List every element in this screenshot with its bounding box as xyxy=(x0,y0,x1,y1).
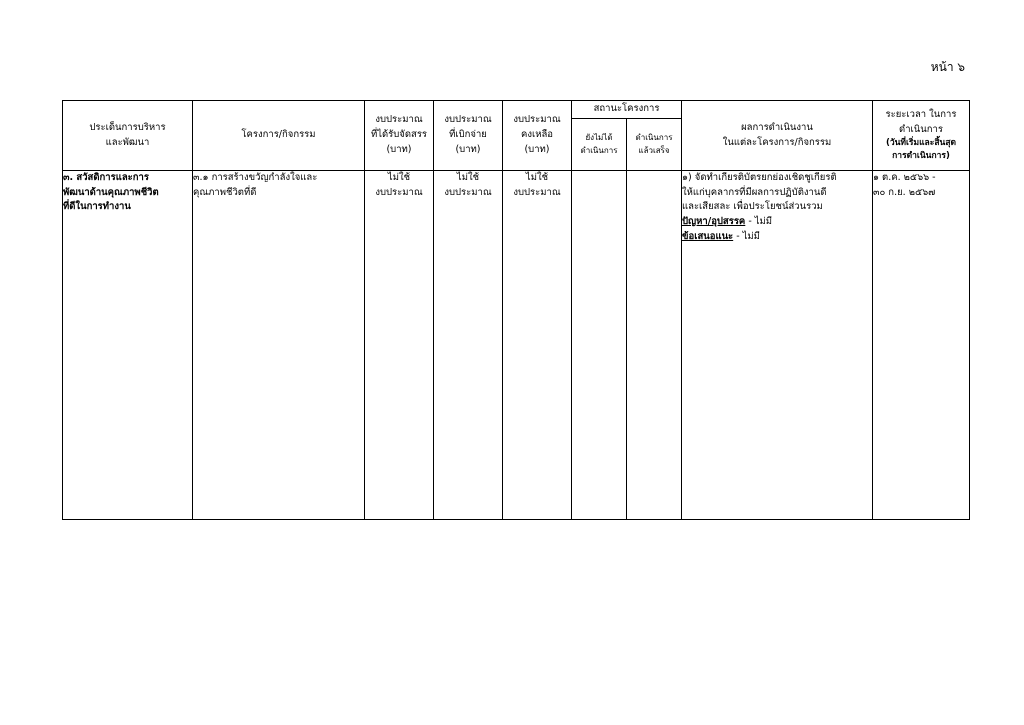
table-row xyxy=(63,171,970,520)
header-budget-spent: งบประมาณ ที่เบิกจ่าย (บาท) xyxy=(434,101,503,171)
header-budget-allocated: งบประมาณ ที่ได้รับจัดสรร (บาท) xyxy=(365,101,434,171)
header-project: โครงการ/กิจกรรม xyxy=(193,101,365,171)
project-report-table xyxy=(62,100,970,520)
header-status-completed: ดำเนินการ แล้วเสร็จ xyxy=(627,119,682,171)
page-number: หน้า ๖ xyxy=(930,60,965,74)
header-issue: ประเด็นการบริหาร และพัฒนา xyxy=(63,101,193,171)
header-budget-remaining: งบประมาณ คงเหลือ (บาท) xyxy=(503,101,572,171)
issue-cell: ๓. สวัสดิการและการ พัฒนาด้านคุณภาพชีวิต ที่ดีในการทำงาน xyxy=(63,171,193,520)
status-not-started-cell xyxy=(572,171,627,520)
problem-line xyxy=(682,215,872,230)
results-cell: ๑) จัดทำเกียรติบัตรยกย่องเชิดชูเกียรติ ให้แก่บุคลากรที่มีผลการปฏิบัติงานดี และเสียสละ เพื่อประโยชน์ส่วนรวม ปัญหา/อุปสรรค - ไม่มี ข้อเสนอแนะ - ไม่มี xyxy=(682,171,873,520)
status-completed-cell xyxy=(627,171,682,520)
project-cell: ๓.๑ การสร้างขวัญกำลังใจและ คุณภาพชีวิตที่ดี xyxy=(193,171,365,520)
budget-spent-cell: ไม่ใช้ งบประมาณ xyxy=(434,171,503,520)
header-row xyxy=(63,101,970,119)
budget-remaining-cell: ไม่ใช้ งบประมาณ xyxy=(503,171,572,520)
header-results: ผลการดำเนินงาน ในแต่ละโครงการ/กิจกรรม xyxy=(682,101,873,171)
problem-label: ปัญหา/อุปสรรค xyxy=(682,216,746,228)
header-status-not-started: ยังไม่ได้ ดำเนินการ xyxy=(572,119,627,171)
header-period: ระยะเวลา ในการ ดำเนินการ (วันที่เริ่มและสิ้นสุด การดำเนินการ) xyxy=(873,101,970,171)
header-status-group: สถานะโครงการ xyxy=(572,101,682,119)
period-cell: ๑ ต.ค. ๒๕๖๖ - ๓๐ ก.ย. ๒๕๖๗ xyxy=(873,171,970,520)
suggestion-label: ข้อเสนอแนะ xyxy=(682,230,734,242)
suggestion-line xyxy=(682,230,872,245)
suggestion-value: - ไม่มี xyxy=(733,230,760,242)
problem-value: - ไม่มี xyxy=(745,216,773,228)
budget-allocated-cell: ไม่ใช้ งบประมาณ xyxy=(365,171,434,520)
